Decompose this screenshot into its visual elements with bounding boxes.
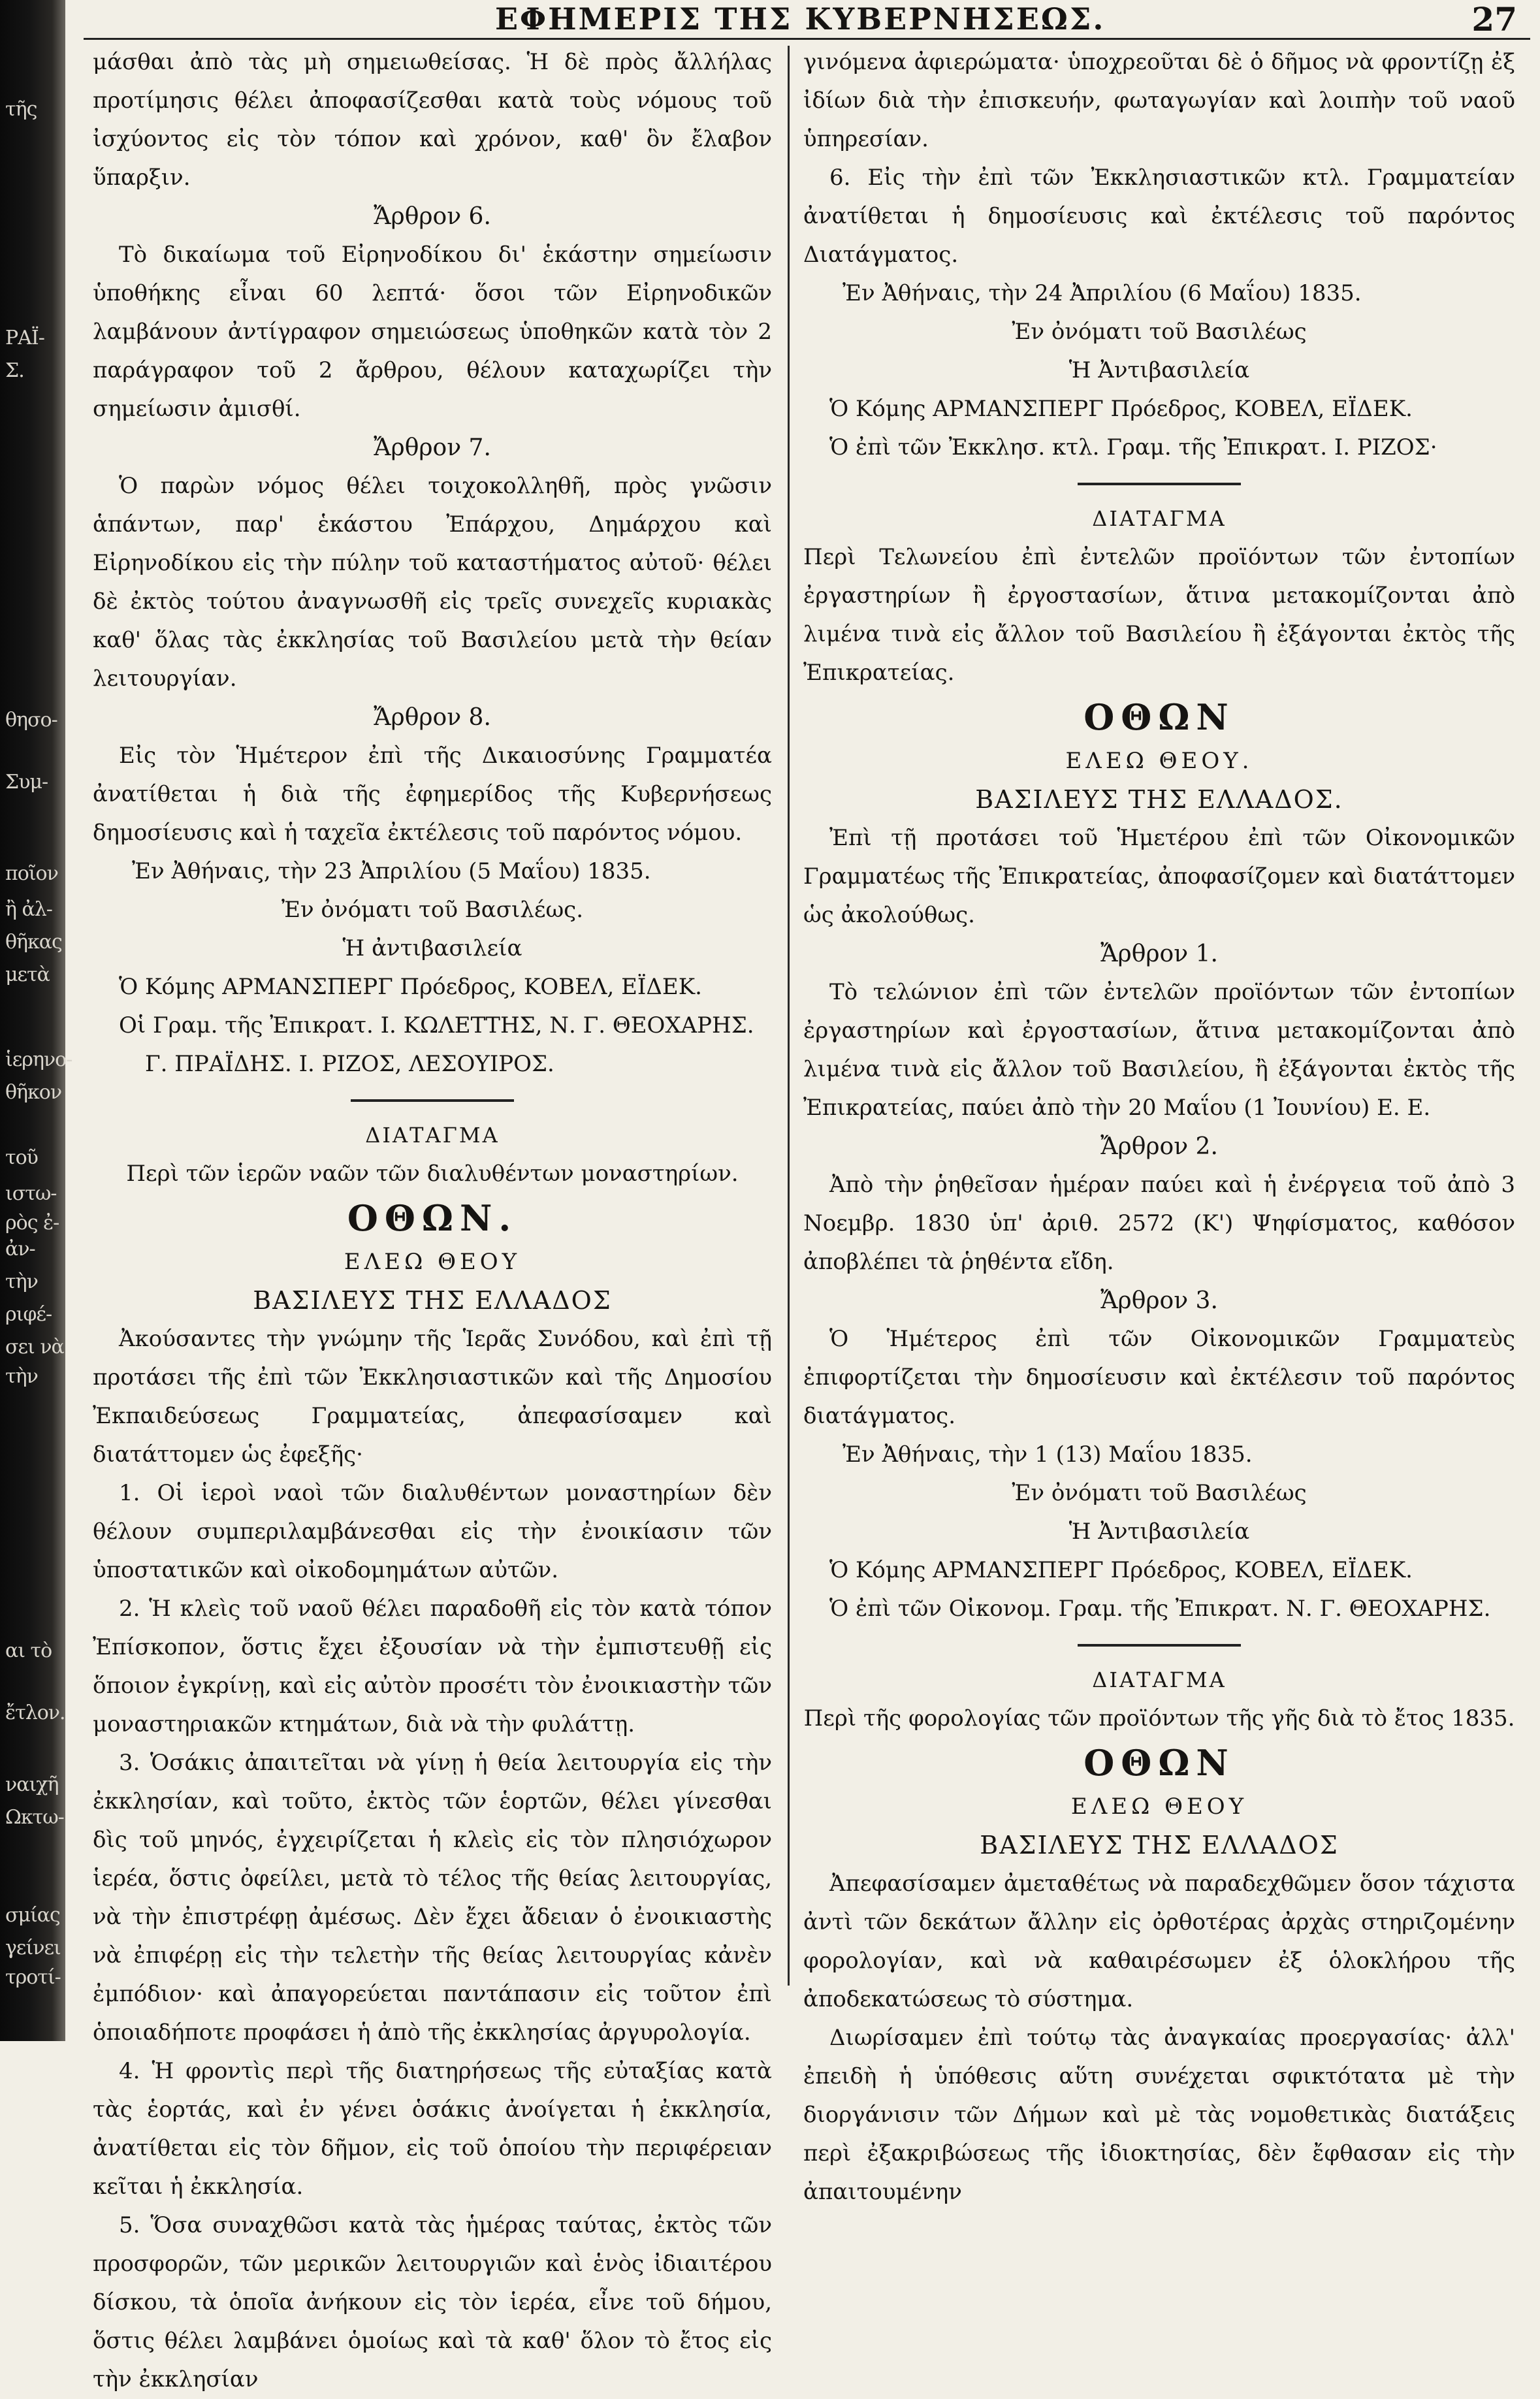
paragraph: Ὁ Ἡμέτερος ἐπὶ τῶν Οἰκονομικῶν Γραμματεὺς ἐπιφορτίζεται τὴν δημοσίευσιν καὶ ἐκτέλεσιν τοῦ παρόντος διατάγματος. [803, 1326, 1515, 1429]
article-heading: Ἄρθρον 8. [374, 704, 491, 731]
margin-fragment: σμίας [5, 1904, 60, 1927]
decree-label: ΔΙΑΤΑΓΜΑ [365, 1123, 500, 1148]
margin-fragment: ἔτλον. [5, 1701, 65, 1724]
paragraph: γινόμενα ἀφιερώματα· ὑποχρεοῦται δὲ ὁ δῆμος νὰ φροντίζῃ ἐξ ἰδίων διὰ τὴν ἐπισκευήν, φωταγωγίαν καὶ λοιπὴν τοῦ ναοῦ ὑπηρεσίαν. [803, 49, 1515, 152]
in-name-line: Ἐν ὀνόματι τοῦ Βασιλέως. [281, 897, 584, 923]
margin-fragment: ναιχῆ [5, 1773, 59, 1796]
date-line: Ἐν Ἀθήναις, τὴν 24 Ἀπριλίου (6 Μαΐου) 1835. [842, 280, 1362, 306]
secretaries-line: Οἱ Γραμ. τῆς Ἐπικρατ. Ι. ΚΩΛΕΤΤΗΣ, Ν. Γ. ΘΕΟΧΑΡΗΣ. [119, 1012, 754, 1038]
king-name: ΟΘΩΝ [1083, 696, 1235, 738]
margin-fragment: ρὸς ἐ- [5, 1212, 59, 1234]
king-title-line: ΒΑΣΙΛΕΥΣ ΤΗΣ ΕΛΛΑΔΟΣ [253, 1286, 612, 1315]
regency-line: Ἡ ἀντιβασιλεία [342, 935, 522, 961]
margin-fragment: τὴν [5, 1365, 38, 1388]
masthead-title: ΕΦΗΜΕΡΙΣ ΤΗΣ ΚΥΒΕΡΝΗΣΕΩΣ. [495, 1, 1106, 37]
secretary-line: Ὁ ἐπὶ τῶν Οἰκονομ. Γραμ. τῆς Ἐπικρατ. Ν. Γ. ΘΕΟΧΑΡΗΣ. [829, 1596, 1491, 1622]
date-line: Ἐν Ἀθήναις, τὴν 23 Ἀπριλίου (5 Μαΐου) 1835. [132, 858, 651, 884]
margin-fragment: Σ. [5, 359, 24, 382]
margin-fragment: ΡΑΪ- [5, 327, 44, 349]
margin-fragment: τροτί- [5, 1966, 61, 1989]
margin-fragment: ιστω- [5, 1182, 57, 1205]
decree-item: 1. Οἱ ἱεροὶ ναοὶ τῶν διαλυθέντων μοναστηρίων δὲν θέλουν συμπεριλαμβάνεσθαι εἰς τὴν ἐνοικίασιν τῶν ὑποστατικῶν καὶ οἰκοδομημάτων αὐτῶν. [93, 1480, 772, 1583]
margin-fragment: ἀν- [5, 1238, 35, 1261]
decree-label: ΔΙΑΤΑΓΜΑ [1092, 506, 1227, 531]
margin-fragment: θῆκον [5, 1081, 62, 1104]
article-heading: Ἄρθρον 6. [374, 203, 491, 230]
right-column [803, 43, 1515, 2212]
secretary-line: Ὁ ἐπὶ τῶν Ἐκκλησ. κτλ. Γραμ. τῆς Ἐπικρατ. Ι. ΡΙΖΟΣ· [829, 434, 1437, 460]
king-grace-line: ΕΛΕΩ ΘΕΟΥ. [1065, 748, 1253, 774]
date-line: Ἐν Ἀθήναις, τὴν 1 (13) Μαΐου 1835. [842, 1441, 1253, 1468]
article-heading: Ἄρθρον 2. [1100, 1133, 1218, 1160]
page-number: 27 [1471, 0, 1517, 39]
margin-fragment: σει νὰ [5, 1336, 64, 1359]
margin-fragment: γείνει [5, 1937, 61, 1959]
decree-item: 3. Ὁσάκις ἀπαιτεῖται νὰ γίνῃ ἡ θεία λειτουργία εἰς τὴν ἐκκλησίαν, καὶ τοῦτο, ἐκτὸς τῶν ἑορτῶν, θέλει γίνεσθαι δὶς τοῦ μηνός, ἐγχειρίζεται ἡ κλεὶς εἰς τὸν πλησιόχωρον ἱερέα, ὅστις ὀφείλει, μετὰ τὸ τέλος τῆς θείας λειτουργίας, νὰ τὴν ἐπιστρέφῃ ἀμέσως. Δὲν ἔχει ἄδειαν ὁ ἐνοικιαστὴς νὰ ἐπιφέρῃ εἰς τὴν τελετὴν τῆς θείας λειτουργίας κἀνὲν ἐμπόδιον· καὶ ἀπαγορεύεται παντάπασιν εἰς τοῦτον ἐπὶ ὁποιαδήποτε προφάσει ἡ ἀπὸ τῆς ἐκκλησίας ἀργυρολογία. [93, 1750, 772, 2046]
margin-fragment: αι τὸ [5, 1639, 52, 1662]
margin-fragment: θῆκας [5, 931, 62, 954]
newspaper-page [84, 0, 1530, 2392]
margin-fragment: τῆς [5, 98, 37, 121]
section-rule [1078, 483, 1241, 485]
paragraph: Διωρίσαμεν ἐπὶ τούτῳ τὰς ἀναγκαίας προεργασίας· ἀλλ' ἐπειδὴ ἡ ὑπόθεσις αὕτη συνέχεται σφικτότατα μὲ τὴν διοργάνισιν τῶν Δήμων καὶ μὲ τὰς νομοθετικὰς διατάξεις περὶ ἐξακριβώσεως τῆς ἰδιοκτησίας, δὲν ἔφθασαν εἰς τὴν ἀπαιτουμένην [803, 2025, 1515, 2205]
paragraph: Ἀπεφασίσαμεν ἀμεταθέτως νὰ παραδεχθῶμεν ὅσον τάχιστα ἀντὶ τῶν δεκάτων ἄλλην εἰς ὀρθοτέρας ἀρχὰς στηριζομένην φορολογίαν, καὶ νὰ καθαιρέσωμεν ἐξ ὁλοκλήρου τῆς ἀποδεκατώσεως τὸ σύστημα. [803, 1871, 1515, 2012]
decree-item: 2. Ἡ κλεὶς τοῦ ναοῦ θέλει παραδοθῆ εἰς τὸν κατὰ τόπον Ἐπίσκοπον, ὅστις ἔχει ἐξουσίαν νὰ τὴν ἐμπιστευθῇ εἰς ὅποιον ἐγκρίνῃ, καὶ εἰς αὐτὸν προσέτι τὸν ἐνοικιαστὴν τῶν μοναστηριακῶν κτημάτων, διὰ νὰ τὴν φυλάττῃ. [93, 1596, 772, 1737]
paragraph: Ὁ παρὼν νόμος θέλει τοιχοκολληθῆ, πρὸς γνῶσιν ἁπάντων, παρ' ἑκάστου Ἐπάρχου, Δημάρχου καὶ Εἰρηνοδίκου εἰς τὴν πύλην τοῦ καταστήματος αὐτοῦ· θέλει δὲ ἐκτὸς τούτου ἀναγνωσθῆ εἰς τρεῖς συνεχεῖς κυριακὰς καθ' ὅλας τὰς ἐκκλησίας τοῦ Βασιλείου μετὰ τὴν θείαν λειτουργίαν. [93, 473, 772, 692]
margin-fragment: τὴν [5, 1270, 38, 1293]
paragraph: Τὸ δικαίωμα τοῦ Εἰρηνοδίκου δι' ἑκάστην σημείωσιν ὑποθήκης εἶναι 60 λεπτά· ὅσοι τῶν Εἰρηνοδικῶν λαμβάνουν ἀντίγραφον σημειώσεως ὑποθηκῶν κατὰ τὸν 2 παράγραφον τοῦ 2 ἄρθρου, θέλουν καταχωρίζει τὴν σημείωσιν ἀμισθί. [93, 242, 772, 422]
section-rule [351, 1099, 514, 1102]
paragraph: Τὸ τελώνιον ἐπὶ τῶν ἐντελῶν προϊόντων τῶν ἐντοπίων ἐργαστηρίων καὶ ἐργοστασίων, ἅτινα μετακομίζονται ἀπὸ λιμένα τινὰ εἰς ἄλλον τοῦ Βασιλείου, ἢ ἐξάγονται ἐκτὸς τῆς Ἐπικρατείας, παύει ἀπὸ τὴν 20 Μαΐου (1 Ἰουνίου) Ε. Ε. [803, 979, 1515, 1121]
signers-line: Ὁ Κόμης ΑΡΜΑΝΣΠΕΡΓ Πρόεδρος, ΚΟΒΕΛ, ΕΪΔΕΚ. [119, 974, 702, 1000]
king-grace-line: ΕΛΕΩ ΘΕΟΥ [1070, 1794, 1248, 1820]
regency-line: Ἡ Ἀντιβασιλεία [1068, 357, 1250, 383]
article-heading: Ἄρθρον 1. [1100, 941, 1218, 967]
decree-item: 6. Εἰς τὴν ἐπὶ τῶν Ἐκκλησιαστικῶν κτλ. Γραμματείαν ἀνατίθεται ἡ δημοσίευσις καὶ ἐκτέλεσις τοῦ παρόντος Διατάγματος. [803, 165, 1515, 268]
in-name-line: Ἐν ὀνόματι τοῦ Βασιλέως [1012, 319, 1307, 345]
paragraph: Εἰς τὸν Ἡμέτερον ἐπὶ τῆς Δικαιοσύνης Γραμματέα ἀνατίθεται ἡ διὰ τῆς ἐφημερίδος τῆς Κυβερνήσεως δημοσίευσις καὶ ἡ ταχεῖα ἐκτέλεσις τοῦ παρόντος νόμου. [93, 743, 772, 846]
paragraph: Ἀπὸ τὴν ῥηθεῖσαν ἡμέραν παύει καὶ ἡ ἐνέργεια τοῦ ἀπὸ 3 Νοεμβρ. 1830 ὑπ' ἀριθ. 2572 (Κ') Ψηφίσματος, καθόσον ἀποβλέπει τὰ ῥηθέντα εἴδη. [803, 1172, 1515, 1275]
margin-fragment: μετὰ [5, 963, 50, 986]
decree-subject: Περὶ τῶν ἱερῶν ναῶν τῶν διαλυθέντων μοναστηρίων. [126, 1161, 739, 1187]
decree-item: 4. Ἡ φροντὶς περὶ τῆς διατηρήσεως τῆς εὐταξίας κατὰ τὰς ἑορτάς, καὶ ἐν γένει ὁσάκις ἀνοίγεται ἡ ἐκκλησία, ἀνατίθεται εἰς τὸν δῆμον, εἰς τοῦ ὁποίου τὴν περιφέρειαν κεῖται ἡ ἐκκλησία. [93, 2058, 772, 2200]
paragraph: Ἀκούσαντες τὴν γνώμην τῆς Ἱερᾶς Συνόδου, καὶ ἐπὶ τῇ προτάσει τῆς ἐπὶ τῶν Ἐκκλησιαστικῶν καὶ τῆς Δημοσίου Ἐκπαιδεύσεως Γραμματείας, ἀπεφασίσαμεν καὶ διατάττομεν ὡς ἐφεξῆς· [93, 1326, 772, 1468]
decree-item: 5. Ὅσα συναχθῶσι κατὰ τὰς ἡμέρας ταύτας, ἐκτὸς τῶν προσφορῶν, τῶν μερικῶν λειτουργιῶν καὶ ἑνὸς ἰδιαιτέρου δίσκου, τὰ ὁποῖα ἀνήκουν εἰς τὸν ἱερέα, εἶνε τοῦ δήμου, ὅστις θέλει λαμβάνει ὁμοίως καὶ τὰ καθ' ὅλον τὸ ἔτος εἰς τὴν ἐκκλησίαν [93, 2212, 772, 2392]
regency-line: Ἡ Ἀντιβασιλεία [1068, 1519, 1250, 1545]
section-rule [1078, 1644, 1241, 1647]
signers-line: Ὁ Κόμης ΑΡΜΑΝΣΠΕΡΓ Πρόεδρος, ΚΟΒΕΛ, ΕΪΔΕΚ. [829, 396, 1413, 422]
margin-fragment: ριφέ- [5, 1303, 52, 1326]
in-name-line: Ἐν ὀνόματι τοῦ Βασιλέως [1012, 1480, 1307, 1506]
king-name: ΟΘΩΝ [1083, 1742, 1235, 1784]
adjacent-page-margin [0, 0, 72, 2041]
decree-label: ΔΙΑΤΑΓΜΑ [1092, 1667, 1227, 1692]
paragraph: μάσθαι ἀπὸ τὰς μὴ σημειωθείσας. Ἡ δὲ πρὸς ἄλλήλας προτίμησις θέλει ἀποφασίζεσθαι κατὰ τοὺς νόμους τοῦ ἰσχύοντος εἰς τὸν τόπον καὶ χρόνον, καθ' ὃν ἔλαβον ὕπαρξιν. [93, 49, 772, 191]
article-heading: Ἄρθρον 7. [374, 434, 491, 461]
margin-fragment: θησο- [5, 709, 57, 732]
margin-fragment: Συμ- [5, 771, 48, 794]
margin-fragment: τοῦ [5, 1146, 38, 1169]
article-heading: Ἄρθρον 3. [1100, 1287, 1218, 1314]
header-rule [84, 38, 1530, 40]
left-column [93, 43, 772, 2399]
margin-fragment: ἱερηνο- [5, 1048, 72, 1071]
secretaries-line: Γ. ΠΡΑΪΔΗΣ. Ι. ΡΙΖΟΣ, ΛΕΣΟΥΙΡΟΣ. [145, 1051, 554, 1077]
paragraph: Ἐπὶ τῇ προτάσει τοῦ Ἡμετέρου ἐπὶ τῶν Οἰκονομικῶν Γραμματέως τῆς Ἐπικρατείας, ἀποφασίζομεν καὶ διατάττομεν ὡς ἀκολούθως. [803, 825, 1515, 928]
decree-subject: Περὶ τῆς φορολογίας τῶν προϊόντων τῆς γῆς διὰ τὸ ἔτος 1835. [803, 1705, 1515, 1731]
margin-fragment: ἢ ἀλ- [5, 898, 52, 921]
column-divider [788, 46, 790, 1986]
king-title-line: ΒΑΣΙΛΕΥΣ ΤΗΣ ΕΛΛΑΔΟΣ. [975, 785, 1343, 814]
signers-line: Ὁ Κόμης ΑΡΜΑΝΣΠΕΡΓ Πρόεδρος, ΚΟΒΕΛ, ΕΪΔΕΚ. [829, 1557, 1413, 1583]
margin-fragment: Ωκτω- [5, 1806, 64, 1829]
king-title-line: ΒΑΣΙΛΕΥΣ ΤΗΣ ΕΛΛΑΔΟΣ [980, 1831, 1339, 1860]
king-name: ΟΘΩΝ. [347, 1197, 518, 1239]
decree-subject: Περὶ Τελωνείου ἐπὶ ἐντελῶν προϊόντων τῶν ἐντοπίων ἐργαστηρίων ἢ ἐργοστασίων, ἅτινα μετακομίζονται ἀπὸ λιμένα τινὰ εἰς ἄλλον τοῦ Βασιλείου ἢ ἐξάγονται ἐκτὸς τῆς Ἐπικρατείας. [803, 544, 1515, 686]
margin-fragment: ποῖον [5, 862, 58, 885]
king-grace-line: ΕΛΕΩ ΘΕΟΥ [344, 1249, 521, 1275]
